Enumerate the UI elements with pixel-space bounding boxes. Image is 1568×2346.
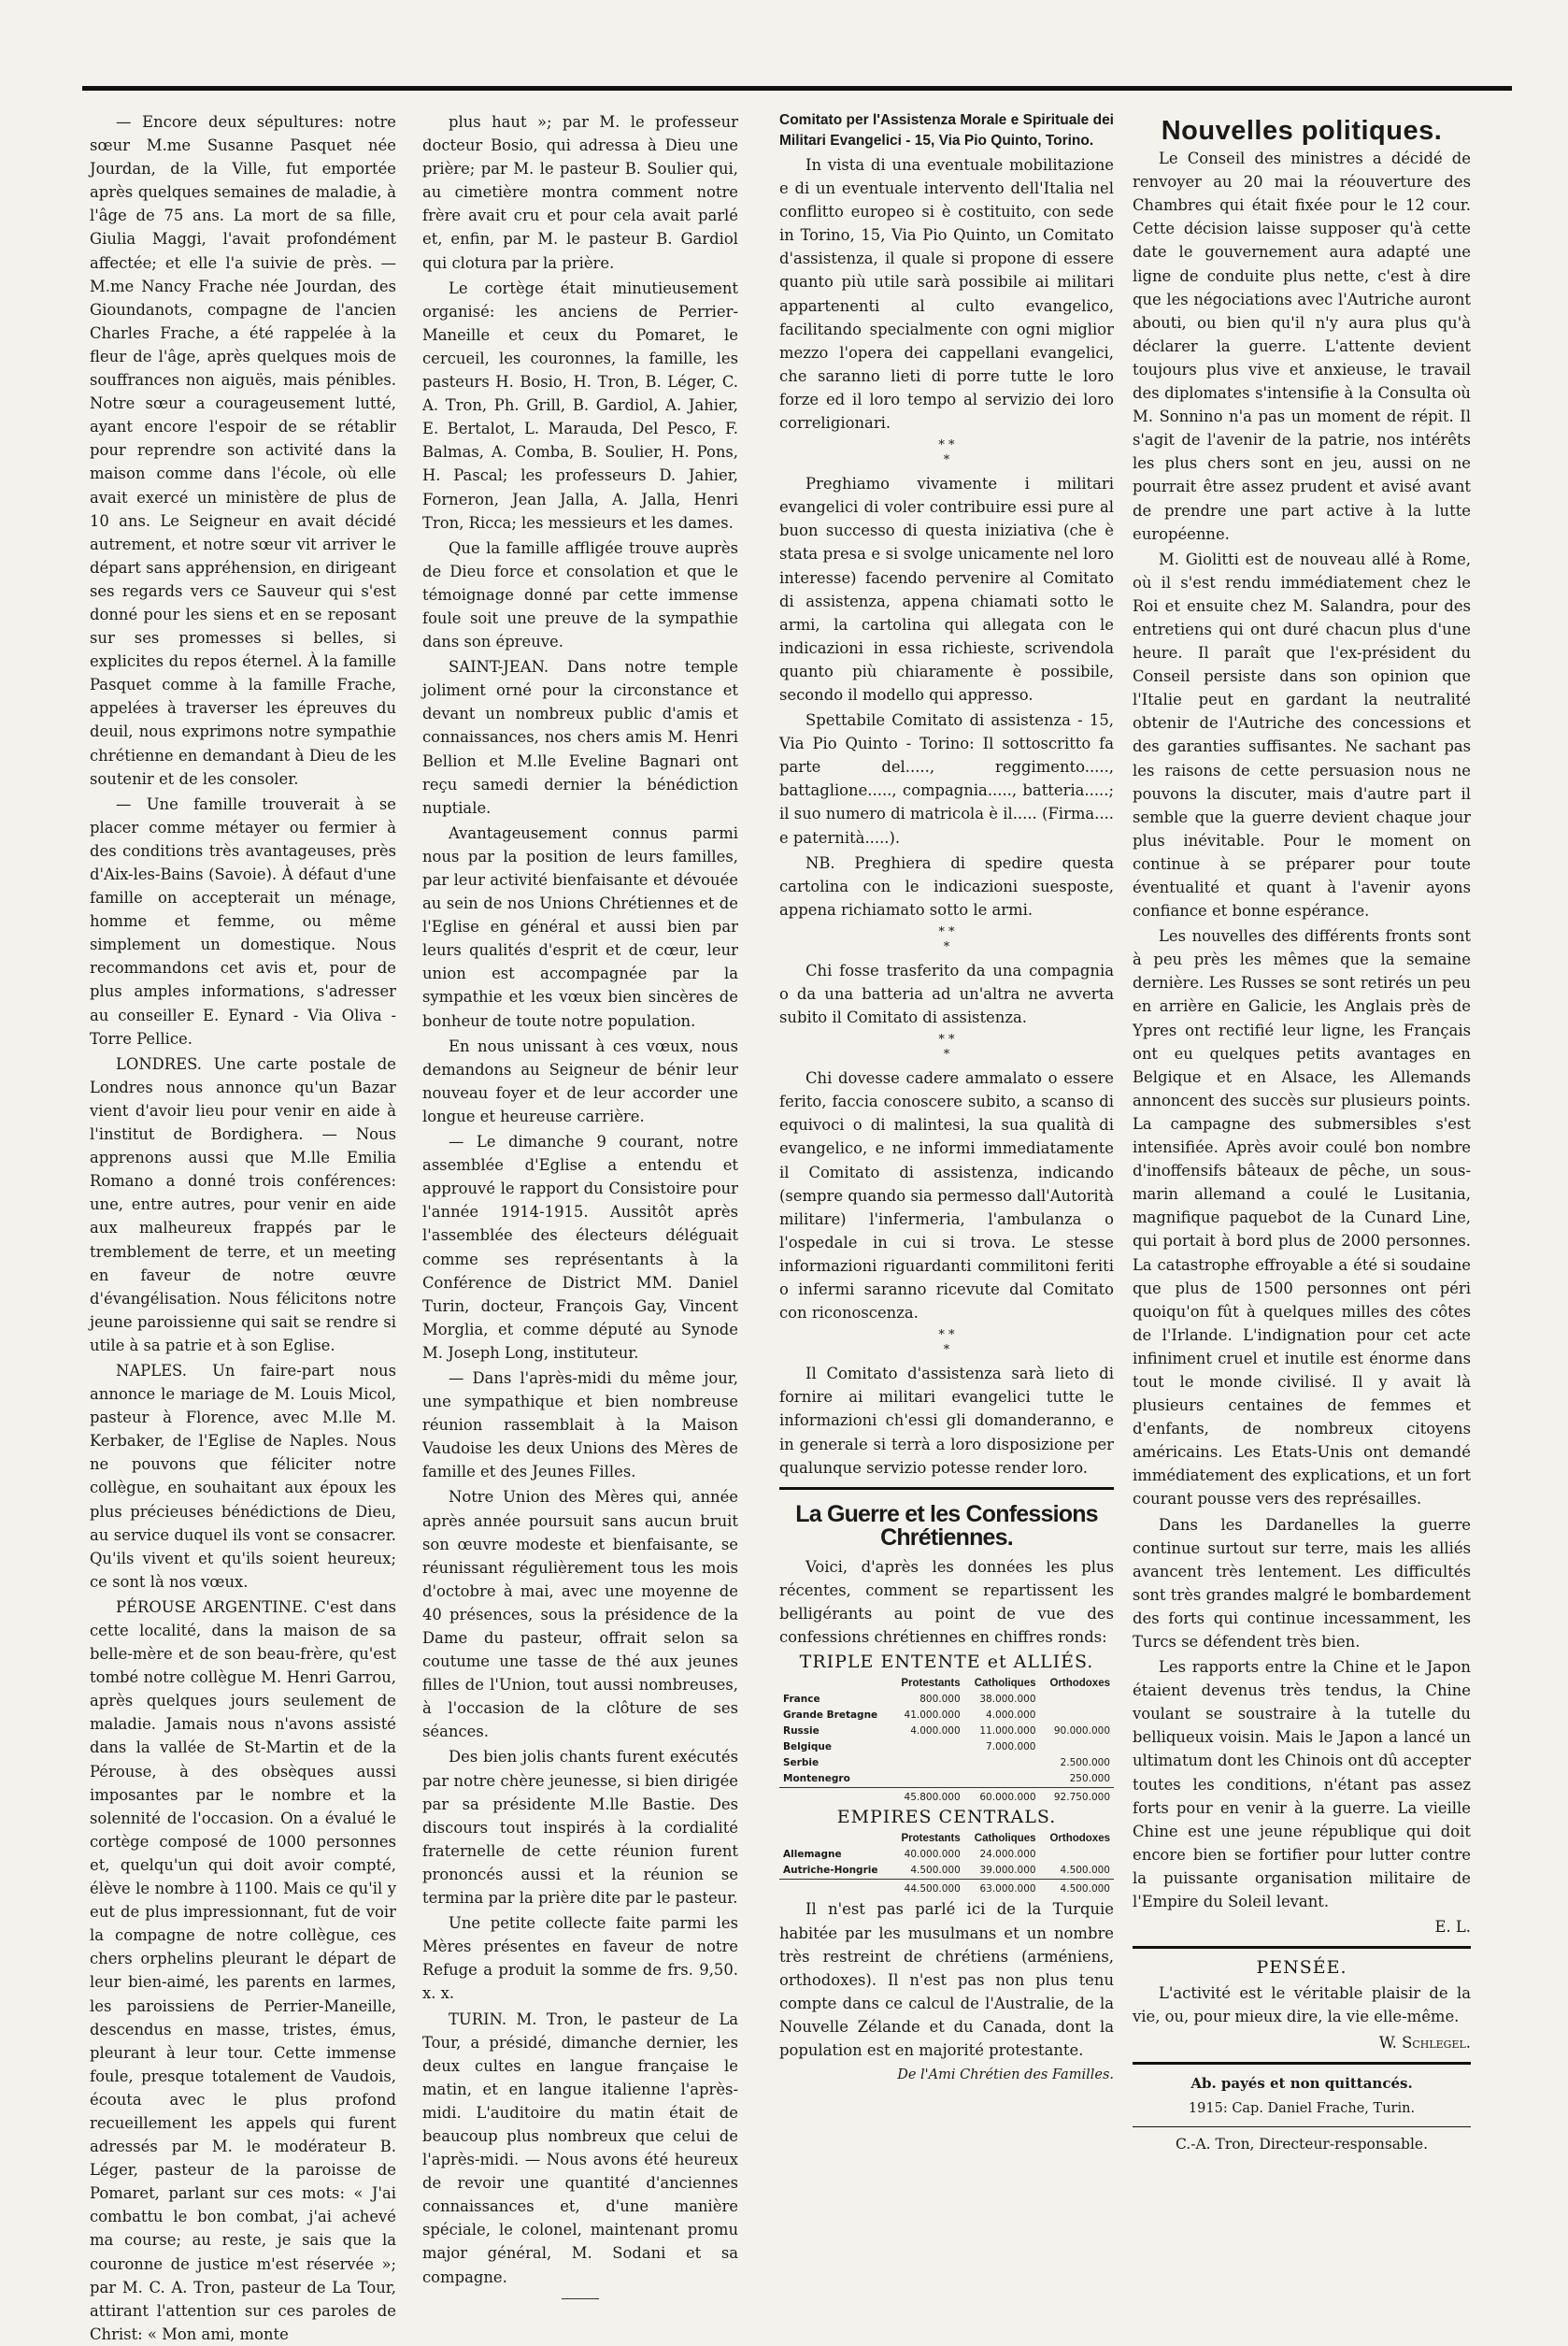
value-cell: 41.000.000 <box>904 1709 961 1722</box>
total-cell: 44.500.000 <box>891 1880 964 1898</box>
total-cell: 4.500.000 <box>1040 1880 1114 1898</box>
article-paragraph: PÉROUSE ARGENTINE. C'est dans cette localité, dans la maison de sa belle-mère et de son beau-frère, qu'est tombé notre collègue M. Henri Garrou, après quelques jours seulement de maladie. Jamais nous n'avons assisté dans la vallée de St-Martin et de la Pérouse, à des obsèques aussi imposantes par le nombre et la solennité de l'occasion. On a évalué le cortège composé de 1000 personnes et, quelqu'un qui doit avoir compté, élève le nombre à 1100. Mais ce qu'il y eut de plus impressionnant, fut de voir la compagne de notre collègue, ces chers orphelins pleurant le départ de leur bien-aimé, les parents en larmes, les paroissiens de Perrier-Maneille, descendus en masse, tristes, émus, pleurant à leur tour. Cette immense foule, presque totalement de Vaudois, écouta avec le plus profond recueillement les appels qui furent adressés par M. le modérateur B. Léger, pasteur de la paroisse de Pomaret, parlant sur ces mots: « J'ai combattu le bon combat, j'ai achevé ma course; au reste, je sais que la couronne de justice m'est réservée »; par M. C. A. Tron, pasteur de La Tour, attirant l'attention sur ces paroles de Christ: « Mon ami, monte <box>90 1597 396 2343</box>
section-rule <box>1133 2062 1471 2065</box>
top-rule <box>82 86 1512 91</box>
article-paragraph: Une petite collecte faite parmi les Mères présentes en faveur de notre Refuge a produit la somme de frs. 9,50. x. x. <box>422 1914 738 2003</box>
article-paragraph: — Le dimanche 9 courant, notre assemblée d'Eglise a entendu et approuvé le rapport du Consistoire pour l'année 1914-1915. Aussitôt après l'assemblée des électeurs déléguait comme ses représentants à la Conférence de District MM. Daniel Turin, docteur, François Gay, Vincent Morglia, et comme député au Synode M. Joseph Long, instituteur. <box>422 1133 738 1362</box>
value-cell: 2.500.000 <box>1060 1757 1110 1769</box>
article-paragraph: Notre Union des Mères qui, année après année poursuit sans aucun bruit son œuvre modeste et bienfaisante, se réunissant régulièrement tous les mois d'octobre à mai, avec une moyenne de 40 présences, sous la présidence de la Dame du pasteur, offrait selon sa coutume une tasse de thé aux jeunes filles de l'Union, tout aussi nombreuses, à l'occasion de la clôture de ses séances. <box>422 1488 738 1741</box>
value-cell <box>891 1755 964 1771</box>
total-cell: 63.000.000 <box>964 1880 1040 1898</box>
value-cell: 250.000 <box>1069 1773 1110 1785</box>
guerre-heading: La Guerre et les Confessions Chrétiennes. <box>795 1500 1098 1551</box>
article-paragraph: — Dans l'après-midi du même jour, une sympathique et bien nombreuse réunion rassemblait à la Maison Vaudoise les deux Unions des Mères de famille et des Jeunes Filles. <box>422 1368 738 1481</box>
country-cell: Montenegro <box>783 1773 850 1785</box>
article-paragraph: — Encore deux sépultures: notre sœur M.me Susanne Pasquet née Jourdan, de la Ville, fut emportée après quelques semaines de maladie, à l'âge de 75 ans. La mort de sa fille, Giulia Maggi, l'avait profondément affectée; et elle l'a suivie de près. — M.me Nancy Frache née Jourdan, des Gioundanots, compagne de l'ancien Charles Frache, a été rappelée à la fleur de l'âge, après quelques mois de souffrances non aiguës, mais pénibles. Notre sœur a courageusement lutté, ayant encore l'espoir de se rétablir pour reprendre son activité dans la maison comme dans l'école, où elle avait exercé un ministère de plus de 10 ans. Le Seigneur en avait décidé autrement, et notre sœur vit arriver le départ sans appréhension, en dirigeant ses regards vers ce Sauveur qui s'est donné pour les siens et en se reposant sur ses promesses si belles, si explicites du repos éternel. À la famille Pasquet comme à la famille Frache, appelées à traverser les épreuves du deuil, nous exprimons notre sympathie chrétienne en demandant à Dieu de les soutenir et de les consoler. <box>90 113 396 788</box>
value-cell: 4.000.000 <box>910 1725 961 1738</box>
article-paragraph: Que la famille affligée trouve auprès de Dieu force et consolation et que le témoignage donné par cette immense foule soit une preuve de la sympathie dans son épreuve. <box>422 538 738 651</box>
article-paragraph: M. Giolitti est de nouveau allé à Rome, où il s'est rendu immédiatement chez le Roi et ensuite chez M. Salandra, pour des entretiens qui ont duré chacun plus d'une heure. Il paraît que l'ex-président du Conseil persiste dans son opinion que l'Italie peut en gardant la neutralité obtenir de l'Autriche des concessions et des garanties suffisantes. Ne sachant pas les raisons de cette persuasion nous ne pouvons la discuter, mais d'autre part il semble que la guerre devient chaque jour plus inévitable. Pour le moment on continue à se préparer pour toute éventualité et quant à l'avenir ayons confiance et bonne espérance. <box>1133 550 1471 921</box>
value-cell: 4.500.000 <box>1060 1865 1110 1877</box>
divider <box>1133 2126 1471 2127</box>
value-cell: 7.000.000 <box>986 1741 1036 1753</box>
column-4 <box>1133 110 1471 2153</box>
country-cell: Belgique <box>783 1741 832 1753</box>
value-cell <box>1040 1692 1115 1708</box>
table-total-row <box>779 1880 1114 1898</box>
article-paragraph: Le Conseil des ministres a décidé de renvoyer au 20 mai la réouverture des Chambres qui était fixée pour le 12 cour. Cette décision laisse supposer qu'à cette date le gouvernement aura adapté une ligne de conduite plus nette, c'est à dire que les négociations avec l'Autriche auront abouti, ou bien qu'il n'y aura plus qu'à déclarer la guerre. L'attente devient toujours plus vive et anxieuse, le travail des diplomates s'intensifie à la Consulta où M. Sonnino n'a pas un moment de répit. Il s'agit de l'avenir de la patrie, nos intérêts les plus chers sont en jeu, aussi on ne pourrait être assez prudent et avisé avant de prendre une part active à la lutte européenne. <box>1133 150 1471 543</box>
article-paragraph: In vista di una eventuale mobilitazione e di un eventuale intervento dell'Italia nel conflitto europeo si è costituito, con sede in Torino, 15, Via Pio Quinto, un Comitato d'assistenza, il quale si propone di essere quanto più utile sarà possibile ai militari appartenenti al culto evangelico, facilitando specialmente con ogni miglior mezzo l'opera dei cappellani evangelici, che saranno lieti di porre tutte le loro forze ed il loro tempo al servizio dei loro correligionari. <box>779 156 1114 433</box>
article-paragraph: En nous unissant à ces vœux, nous demandons au Seigneur de bénir leur nouveau foyer et de leur accorder une longue et heureuse carrière. <box>422 1037 738 1125</box>
country-cell: Russie <box>783 1725 820 1738</box>
column-header: Orthodoxes <box>1049 1833 1110 1845</box>
triple-entente-title: TRIPLE ENTENTE et ALLIÉS. <box>799 1652 1094 1673</box>
article-paragraph: plus haut »; par M. le professeur docteur Bosio, qui adressa à Dieu une prière; par M. le pasteur B. Soulier qui, au cimetière montra comment notre frère avait cru et pour cela avait parlé et, enfin, par M. le pasteur B. Gardiol qui clotura par la prière. <box>422 113 738 272</box>
total-cell: 45.800.000 <box>891 1788 964 1807</box>
column-1 <box>90 110 396 2343</box>
value-cell <box>891 1739 964 1755</box>
country-cell: France <box>783 1694 820 1706</box>
table-total-row <box>779 1788 1114 1807</box>
article-source: De l'Ami Chrétien des Familles. <box>897 2067 1114 2083</box>
empires-centrals-title: EMPIRES CENTRALS. <box>836 1807 1057 1828</box>
table-row <box>779 1755 1114 1771</box>
article-paragraph: Il Comitato d'assistenza sarà lieto di fornire ai militari evangelici tutte le informazioni ch'essi gli domanderanno, e in generale si terrà a loro disposizione per qualunque servizio potesse render loro. <box>779 1365 1114 1477</box>
article-paragraph: NB. Preghiera di spedire questa cartolina con le indicazioni suesposte, appena richiamato sotto le armi. <box>779 853 1114 919</box>
column-3 <box>779 110 1114 2129</box>
article-paragraph: Spettabile Comitato di assistenza - 15, Via Pio Quinto - Torino: Il sottoscritto fa parte del....., reggimento....., battaglione....., compagnia....., batteria.....; il suo numero di matricola è il..... (Firma.... e paternità.....). <box>779 711 1114 847</box>
column-header: Catholiques <box>974 1678 1036 1690</box>
total-cell: 60.000.000 <box>964 1788 1040 1807</box>
nouvelles-politiques-heading: Nouvelles politiques. <box>1161 116 1443 146</box>
pensee-text: L'activité est le véritable plaisir de la vie, ou, pour mieux dire, la vie elle-même. <box>1133 1984 1471 2026</box>
column-2 <box>422 110 738 2286</box>
empires-centrals-table <box>779 1831 1114 1897</box>
country-cell: Allemagne <box>783 1849 842 1861</box>
article-paragraph: LONDRES. Une carte postale de Londres nous annonce qu'un Bazar vient d'avoir lieu pour venir en aide à l'institut de Bordighera. — Nous apprenons aussi que M.lle Emilia Romano a donné trois conférences: une, entre autres, pour venir en aide aux malheureux frappés par le tremblement de terre, et un meeting en faveur de notre œuvre d'évangélisation. Nous félicitons notre jeune paroissienne qui sait se rendre si utile à sa patrie et à son Eglise. <box>90 1054 396 1354</box>
table-row <box>779 1724 1114 1739</box>
comitato-heading: Comitato per l'Assistenza Morale e Spirituale dei Militari Evangelici - 15, Via Pio Quinto, Torino. <box>779 112 1114 149</box>
section-rule <box>779 1487 1114 1490</box>
table-row <box>779 1708 1114 1724</box>
value-cell: 11.000.000 <box>979 1725 1036 1738</box>
value-cell: 90.000.000 <box>1053 1725 1110 1738</box>
column-header: Protestants <box>901 1678 961 1690</box>
printer-imprint: 1915: Cap. Daniel Frache, Turin. <box>1188 2100 1416 2116</box>
article-signature: E. L. <box>1434 1918 1471 1937</box>
article-paragraph: Dans les Dardanelles la guerre continue surtout sur terre, mais les alliés avancent très lentement. Les difficultés sont très grandes malgré le bombardement des forts qui continue incessamment, les Turcs se défendent très bien. <box>1133 1515 1471 1651</box>
article-paragraph: Voici, d'après les données les plus récentes, comment se repartissent les belligérants au point de vue des confessions chrétiennes en chiffres ronds: <box>779 1557 1114 1647</box>
table-row <box>779 1847 1114 1863</box>
value-cell <box>1040 1847 1114 1863</box>
asterism: * * * <box>938 1033 955 1063</box>
total-cell: 92.750.000 <box>1040 1788 1115 1807</box>
country-cell: Serbie <box>783 1757 820 1769</box>
value-cell <box>1040 1708 1115 1724</box>
value-cell: 800.000 <box>919 1694 961 1706</box>
table-row <box>779 1739 1114 1755</box>
value-cell: 4.500.000 <box>910 1865 961 1877</box>
article-paragraph: Des bien jolis chants furent exécutés par notre chère jeunesse, si bien dirigée par sa présidente M.lle Bastie. Des discours tout inspirés à la cordialité fraternelle de cette réunion furent prononcés aussi et la réunion se termina par la prière dite par le pasteur. <box>422 1748 738 1908</box>
table-header-row <box>779 1831 1114 1847</box>
article-paragraph: Le cortège était minutieusement organisé: les anciens de Perrier-Maneille et ceux du Pomaret, le cercueil, les couronnes, la famille, les pasteurs H. Bosio, H. Tron, B. Léger, C. A. Tron, Ph. Grill, B. Gardiol, A. Jahier, E. Bertalot, L. Marauda, Del Pesco, F. Balmas, A. Comba, B. Soulier, H. Pons, H. Pascal; les professeurs D. Jahier, Forneron, Jean Jalla, A. Jalla, Henri Tron, Ricca; les messieurs et les dames. <box>422 279 738 532</box>
director-credit: C.-A. Tron, Directeur-responsable. <box>1175 2135 1429 2153</box>
column-header: Protestants <box>901 1833 961 1845</box>
value-cell: 38.000.000 <box>979 1694 1036 1706</box>
table-header-row <box>779 1676 1114 1692</box>
value-cell: 24.000.000 <box>979 1849 1036 1861</box>
table-row <box>779 1692 1114 1708</box>
article-paragraph: Avantageusement connus parmi nous par la position de leurs familles, par leur activité bienfaisante et dévouée au sein de nos Unions Chrétiennes et de l'Eglise en général et aussi bien par leurs qualités d'esprit et de cœur, leur union est accompagnée par la sympathie et les vœux bien sincères de bonheur de toute notre population. <box>422 823 738 1030</box>
asterism: * * * <box>938 438 955 468</box>
country-cell: Autriche-Hongrie <box>783 1865 878 1877</box>
article-paragraph: Les rapports entre la Chine et le Japon étaient devenus très tendus, la Chine voulant se soustraire à la tutelle du belliqueux voisin. Mais le Japon a lancé un ultimatum dont les Chinois ont dû accepter toutes les conditions, n'étant pas assez forts pour en venir à la guerre. La vieille Chine est une jeune république qui doit encore bien se fortifier pour lutter contre la puissante organisation militaire de l'Empire du Soleil levant. <box>1133 1658 1471 1911</box>
value-cell: 40.000.000 <box>904 1849 961 1861</box>
table-row <box>779 1771 1114 1788</box>
article-paragraph: Preghiamo vivamente i militari evangelici di voler contribuire essi pure al buon successo di questa iniziativa (che è stata presa e si svolge unicamente nel loro interesse) facendo pervenire al Comitato di assistenza, appena chiamati sotto le armi, la cartolina qui allegata con le indicazioni in essa richieste, scrivendola quanto più chiaramente è possibile, secondo il modello qui appresso. <box>779 475 1114 704</box>
value-cell <box>964 1771 1040 1788</box>
article-paragraph: SAINT-JEAN. Dans notre temple joliment orné pour la circonstance et devant un nombreux public d'amis et connaissances, nos chers amis M. Henri Bellion et M.lle Eveline Bagnari ont reçu samedi dernier la bénédiction nuptiale. <box>422 658 738 817</box>
article-paragraph: Chi dovesse cadere ammalato o essere ferito, faccia conoscere subito, a scanso di equivoci o di malintesi, la sua qualità di evangelico, e ne informi immediatamente il Comitato di assistenza, indicando (sempre quando sia permesso dall'Autorità militare) l'infermeria, l'ambulanza o l'ospedale in cui si trova. Le stesse informazioni riguardanti commilitoni feriti o infermi saranno ricevute dal Comitato con riconoscenza. <box>779 1069 1114 1323</box>
value-cell <box>891 1771 964 1788</box>
asterism: * * * <box>938 924 955 954</box>
country-cell: Grande Bretagne <box>783 1709 878 1722</box>
article-paragraph: — Une famille trouverait à se placer comme métayer ou fermier à des conditions très avantageuses, près d'Aix-les-Bains (Savoie). À défaut d'une famille on accepterait un ménage, homme et femme, ou même simplement un domestique. Nous recommandons cet avis et, pour de plus amples informations, s'adresser au conseiller E. Eynard - Via Oliva - Torre Pellice. <box>90 794 396 1048</box>
article-paragraph: Chi fosse trasferito da una compagnia o da una batteria ad un'altra ne avverta subito il Comitato di assistenza. <box>779 961 1114 1027</box>
section-rule <box>1133 1946 1471 1949</box>
value-cell: 4.000.000 <box>986 1709 1036 1722</box>
end-rule <box>562 2298 599 2299</box>
article-paragraph: TURIN. M. Tron, le pasteur de La Tour, a présidé, dimanche dernier, les deux cultes en langue française le matin, et en langue italienne l'après-midi. L'auditoire du matin était de beaucoup plus nombreux que celui de l'après-midi. — Nous avons été heureux de revoir une quantité d'anciennes connaissances et, d'une manière spéciale, le colonel, maintenant promu major général, M. Sodani et sa compagne. <box>422 2010 738 2286</box>
value-cell <box>1040 1739 1115 1755</box>
value-cell: 39.000.000 <box>979 1865 1036 1877</box>
subscriptions-notice: Ab. payés et non quittancés. <box>1190 2074 1413 2092</box>
article-paragraph: Il n'est pas parlé ici de la Turquie habitée par les musulmans et un nombre très restreint de chrétiens (arméniens, orthodoxes). Il n'est pas non plus tenu compte dans ce calcul de l'Australie, de la Nouvelle Zélande et du Canada, dont la population est en majorité protestante. <box>779 1900 1114 2059</box>
table-row <box>779 1863 1114 1880</box>
pensee-author: W. Schlegel. <box>1378 2033 1471 2052</box>
column-header: Orthodoxes <box>1049 1678 1110 1690</box>
value-cell <box>964 1755 1040 1771</box>
column-header: Catholiques <box>974 1833 1036 1845</box>
asterism: * * * <box>938 1328 955 1358</box>
pensee-heading: PENSÉE. <box>1256 1957 1347 1979</box>
triple-entente-table <box>779 1676 1114 1806</box>
article-paragraph: NAPLES. Un faire-part nous annonce le mariage de M. Louis Micol, pasteur à Florence, avec M.lle M. Kerbaker, de l'Eglise de Naples. Nous ne pouvons que féliciter notre collègue, en souhaitant aux époux les plus précieuses bénédictions de Dieu, au service duquel ils vont se consacrer. Qu'ils vivent et qu'ils soient heureux; ce sont là nos vœux. <box>90 1361 396 1591</box>
article-paragraph: Les nouvelles des différents fronts sont à peu près les mêmes que la semaine dernière. Les Russes se sont retirés un peu en arrière en Galicie, les Anglais près de Ypres ont rectifié leur ligne, les Français ont eu quelques petits avantages en Belgique et en Alsace, les Allemands annoncent des succès sur plusieurs points. La campagne des submersibles s'est intensifiée. Après avoir coulé bon nombre d'inoffensifs bâteaux de pêche, un sous-marin allemand a coulé le Lusitania, magnifique paquebot de la Cunard Line, qui portait à bord plus de 2000 personnes. La catastrophe effroyable a été si soudaine que plus de 1500 personnes ont péri quoiqu'on fût à quelques milles des côtes de l'Irlande. L'indignation pour cet acte infiniment cruel et inutile est énorme dans tout le monde civilisé. Il y avait là plusieurs centaines de femmes et d'enfants, de nombreux citoyens américains. Les Etats-Unis ont demandé immédiatement des explications, et un fort courant pousse vers des représailles. <box>1133 927 1471 1509</box>
